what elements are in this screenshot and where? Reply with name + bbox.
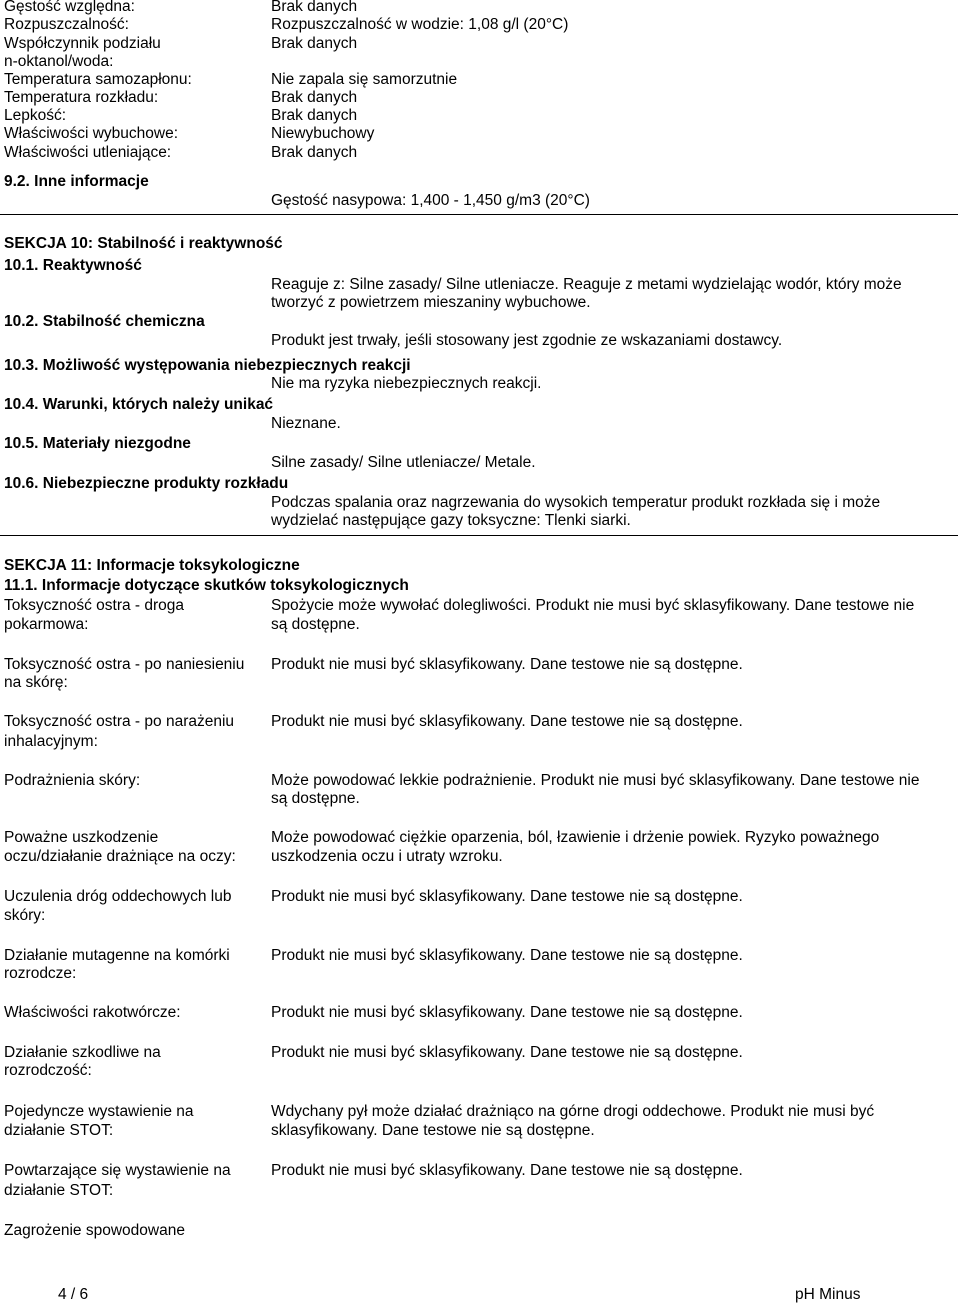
tox-value-cont: są dostępne. — [271, 790, 360, 807]
subheading-10-5: 10.5. Materiały niezgodne — [4, 435, 191, 452]
tox-value-cont: sklasyfikowany. Dane testowe nie są dostępne. — [271, 1122, 595, 1139]
tox-label-cont: inhalacyjnym: — [4, 733, 98, 750]
subheading-10-4: 10.4. Warunki, których należy unikać — [4, 396, 274, 413]
hazardous-reactions-text: Nie ma ryzyka niebezpiecznych reakcji. — [271, 375, 542, 392]
tox-label-cont: oczu/działanie drażniące na oczy: — [4, 848, 236, 865]
prop-label: Właściwości utleniające: — [4, 144, 172, 161]
tox-value: Produkt nie musi być sklasyfikowany. Dane testowe nie są dostępne. — [271, 656, 743, 673]
prop-value: Niewybuchowy — [271, 125, 375, 142]
prop-label: Lepkość: — [4, 107, 67, 124]
product-name: pH Minus — [795, 1286, 861, 1303]
subheading-10-2: 10.2. Stabilność chemiczna — [4, 313, 205, 330]
tox-label-cont: skóry: — [4, 907, 46, 924]
prop-label-cont: n-oktanol/woda: — [4, 53, 114, 70]
prop-label: Temperatura samozapłonu: — [4, 71, 192, 88]
tox-label: Działanie mutagenne na komórki — [4, 947, 230, 964]
tox-value: Może powodować ciężkie oparzenia, ból, łzawienie i drżenie powiek. Ryzyko poważnego — [271, 829, 880, 846]
tox-label-cont: rozrodcze: — [4, 965, 77, 982]
tox-label: Powtarzające się wystawienie na — [4, 1162, 231, 1179]
prop-label: Właściwości wybuchowe: — [4, 125, 178, 142]
prop-label: Temperatura rozkładu: — [4, 89, 159, 106]
prop-value: Brak danych — [271, 0, 358, 15]
prop-value: Nie zapala się samorzutnie — [271, 71, 458, 88]
subheading-11-1: 11.1. Informacje dotyczące skutków toksykologicznych — [4, 577, 409, 594]
section-divider — [0, 535, 958, 536]
subheading-10-1: 10.1. Reaktywność — [4, 257, 142, 274]
reactivity-text-cont: tworzyć z powietrzem mieszaniny wybuchowe. — [271, 294, 591, 311]
stability-text: Produkt jest trwały, jeśli stosowany jest zgodnie ze wskazaniami dostawcy. — [271, 332, 783, 349]
tox-value: Produkt nie musi być sklasyfikowany. Dane testowe nie są dostępne. — [271, 1044, 743, 1061]
subheading-10-3: 10.3. Możliwość występowania niebezpiecznych reakcji — [4, 357, 411, 374]
tox-value: Wdychany pył może działać drażniąco na górne drogi oddechowe. Produkt nie musi być — [271, 1103, 875, 1120]
tox-label: Zagrożenie spowodowane — [4, 1222, 185, 1239]
bulk-density-value: Gęstość nasypowa: 1,400 - 1,450 g/m3 (20°C) — [271, 192, 590, 209]
prop-value: Brak danych — [271, 89, 358, 106]
tox-label: Toksyczność ostra - po naniesieniu — [4, 656, 245, 673]
tox-label-cont: rozrodczość: — [4, 1062, 92, 1079]
prop-label: Gęstość względna: — [4, 0, 135, 15]
tox-label: Poważne uszkodzenie — [4, 829, 159, 846]
tox-label: Uczulenia dróg oddechowych lub — [4, 888, 232, 905]
tox-value: Produkt nie musi być sklasyfikowany. Dane testowe nie są dostępne. — [271, 888, 743, 905]
tox-value: Spożycie może wywołać dolegliwości. Produkt nie musi być sklasyfikowany. Dane testowe nie — [271, 597, 915, 614]
tox-label: Pojedyncze wystawienie na — [4, 1103, 194, 1120]
prop-label: Rozpuszczalność: — [4, 16, 129, 33]
section-heading-10: SEKCJA 10: Stabilność i reaktywność — [4, 235, 283, 252]
tox-label: Podrażnienia skóry: — [4, 772, 141, 789]
section-heading-9-2: 9.2. Inne informacje — [4, 173, 149, 190]
subheading-10-6: 10.6. Niebezpieczne produkty rozkładu — [4, 475, 289, 492]
section-divider — [0, 214, 958, 215]
tox-label-cont: pokarmowa: — [4, 616, 89, 633]
decomposition-products-text-cont: wydzielać następujące gazy toksyczne: Tlenki siarki. — [271, 512, 631, 529]
tox-label-cont: na skórę: — [4, 674, 68, 691]
tox-label-cont: działanie STOT: — [4, 1122, 114, 1139]
prop-label: Współczynnik podziału — [4, 35, 161, 52]
conditions-to-avoid-text: Nieznane. — [271, 415, 341, 432]
incompatible-materials-text: Silne zasady/ Silne utleniacze/ Metale. — [271, 454, 536, 471]
tox-label: Toksyczność ostra - po narażeniu — [4, 713, 235, 730]
tox-value: Produkt nie musi być sklasyfikowany. Dane testowe nie są dostępne. — [271, 1004, 743, 1021]
section-heading-11: SEKCJA 11: Informacje toksykologiczne — [4, 557, 300, 574]
prop-value: Brak danych — [271, 107, 358, 124]
tox-label-cont: działanie STOT: — [4, 1182, 114, 1199]
prop-value: Brak danych — [271, 144, 358, 161]
reactivity-text: Reaguje z: Silne zasady/ Silne utleniacze. Reaguje z metami wydzielając wodór, który może — [271, 276, 902, 293]
prop-value: Rozpuszczalność w wodzie: 1,08 g/l (20°C) — [271, 16, 569, 33]
tox-value: Może powodować lekkie podrażnienie. Produkt nie musi być sklasyfikowany. Dane testowe nie — [271, 772, 920, 789]
tox-value-cont: uszkodzenia oczu i utraty wzroku. — [271, 848, 503, 865]
tox-value: Produkt nie musi być sklasyfikowany. Dane testowe nie są dostępne. — [271, 947, 743, 964]
tox-label: Toksyczność ostra - droga — [4, 597, 185, 614]
tox-value: Produkt nie musi być sklasyfikowany. Dane testowe nie są dostępne. — [271, 713, 743, 730]
tox-label: Właściwości rakotwórcze: — [4, 1004, 181, 1021]
tox-label: Działanie szkodliwe na — [4, 1044, 161, 1061]
tox-value-cont: są dostępne. — [271, 616, 360, 633]
tox-value: Produkt nie musi być sklasyfikowany. Dane testowe nie są dostępne. — [271, 1162, 743, 1179]
decomposition-products-text: Podczas spalania oraz nagrzewania do wysokich temperatur produkt rozkłada się i może — [271, 494, 881, 511]
prop-value: Brak danych — [271, 35, 358, 52]
page-number: 4 / 6 — [58, 1286, 89, 1303]
